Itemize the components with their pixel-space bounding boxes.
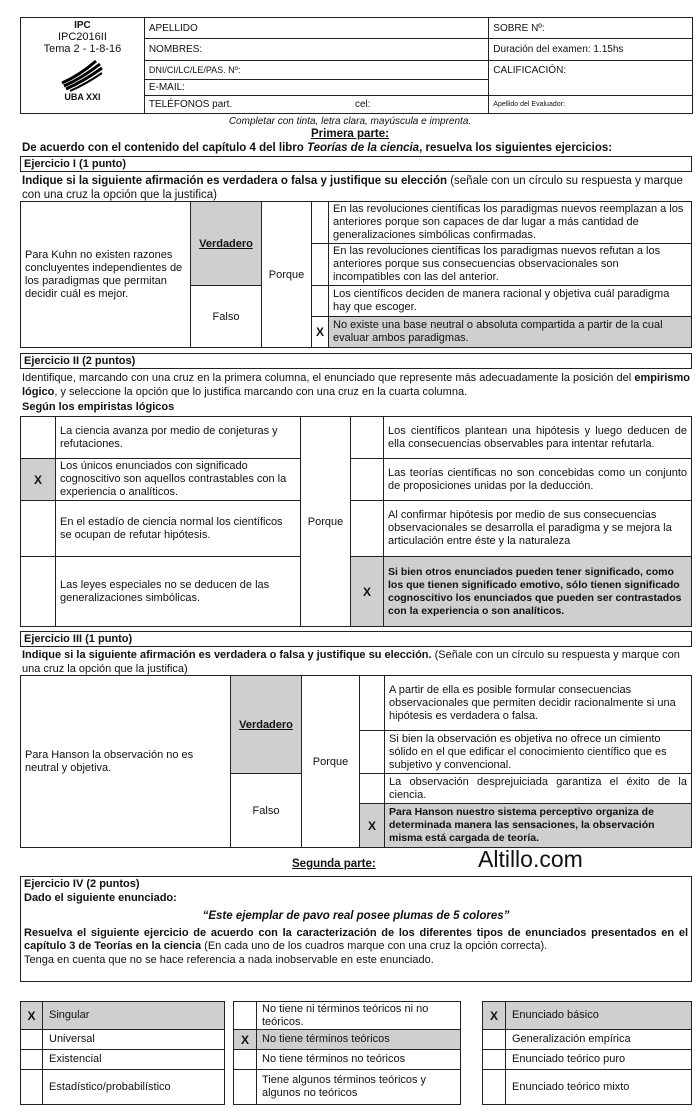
- t1-mark-3[interactable]: [21, 1070, 43, 1105]
- ex1-statement: Para Kuhn no existen razones concluyentes independientes de los paradigmas que permitan decidir cuál es mejor.: [21, 202, 191, 348]
- ex3-title: Ejercicio III (1 punto): [20, 631, 692, 647]
- ex4-given: Dado el siguiente enunciado:: [24, 891, 177, 904]
- t3-option-0: Enunciado básico: [506, 1002, 692, 1030]
- exam-id-cell: [21, 18, 145, 114]
- ipc-label: IPC: [74, 20, 91, 31]
- ex1-option-2: Los científicos deciden de manera racional y objetiva cuál paradigma hay que escoger.: [329, 286, 692, 317]
- ex3-porque: Porque: [302, 676, 360, 848]
- t3-option-3: Enunciado teórico mixto: [506, 1070, 692, 1105]
- ex2-title: Ejercicio II (2 puntos): [20, 353, 692, 369]
- t2-mark-3[interactable]: [234, 1070, 257, 1105]
- ex1-false-option[interactable]: Falso: [191, 286, 262, 348]
- ex2-left-1: Los únicos enunciados con significado cognoscitivo son aquellos contrastables con la experiencia o analíticos.: [56, 459, 301, 501]
- instruction-note: Completar con tinta, letra clara, mayúscula e imprenta.: [228, 116, 472, 127]
- exam-header: [20, 17, 693, 114]
- ex1-option-0: En las revoluciones científicas los paradigmas nuevos reemplazan a los anteriores porque son capaces de dar lugar a más cantidad de generalizaciones simbólicas confirmadas.: [329, 202, 692, 244]
- field-email[interactable]: E-MAIL:: [144, 79, 488, 95]
- ex2-porque: Porque: [301, 417, 351, 627]
- ex2-left-mark-3[interactable]: [21, 557, 56, 627]
- t1-option-2: Existencial: [43, 1050, 225, 1070]
- t2-option-1: No tiene términos teóricos: [257, 1030, 461, 1050]
- t1-option-3: Estadístico/probabilístico: [43, 1070, 225, 1105]
- ex4-instruction: [24, 927, 688, 954]
- ex1-mark-2[interactable]: [312, 286, 329, 317]
- ex2-instr-a: Identifique, marcando con una cruz en la primera columna, el enunciado que represente más adecuadamente la posición del: [22, 372, 635, 384]
- ex2-left-0: La ciencia avanza por medio de conjeturas y refutaciones.: [56, 417, 301, 459]
- ex1-instr-rest: (señale con un círculo su respuesta y marque con una cruz la opción que la justifica): [22, 175, 683, 201]
- t3-mark-1[interactable]: [483, 1030, 506, 1050]
- ex2-left-2: En el estadío de ciencia normal los científicos se ocupan de refutar hipótesis.: [56, 501, 301, 557]
- ex2-left-mark-2[interactable]: [21, 501, 56, 557]
- exam-tema: Tema 2 - 1-8-16: [43, 43, 122, 55]
- ex3-mark-3[interactable]: X: [360, 804, 385, 848]
- field-apellido[interactable]: APELLIDO: [144, 18, 488, 39]
- ex2-right-1: Las teorías científicas no son concebidas como un conjunto de proposiciones unidas por la deducción.: [384, 459, 692, 501]
- ex1-mark-3[interactable]: X: [312, 317, 329, 348]
- t2-option-3: Tiene algunos términos teóricos y algunos no teóricos: [257, 1070, 461, 1105]
- exam-code: IPC2016II: [57, 31, 107, 43]
- t3-mark-0[interactable]: X: [483, 1002, 506, 1030]
- ex2-right-0: Los científicos plantean una hipótesis y luego deducen de ella consecuencias observables para intentar refutarla.: [384, 417, 692, 459]
- ex4-box: [20, 876, 692, 982]
- t3-mark-3[interactable]: [483, 1070, 506, 1105]
- t1-mark-2[interactable]: [21, 1050, 43, 1070]
- t3-mark-2[interactable]: [483, 1050, 506, 1070]
- ex2-right-mark-2[interactable]: [351, 501, 384, 557]
- ex2-right-mark-1[interactable]: [351, 459, 384, 501]
- t1-mark-1[interactable]: [21, 1030, 43, 1050]
- ex2-instruction: [22, 371, 690, 399]
- field-sobre[interactable]: SOBRE Nº:: [489, 18, 693, 39]
- ex1-option-1: En las revoluciones científicas los paradigmas nuevos refutan a los anteriores porque sus consecuencias observacionales son incompatibles con las del anterior.: [329, 244, 692, 286]
- ex4-table-terms: [233, 1001, 461, 1105]
- ex4-instr-bold: Resuelva el siguiente ejercicio de acuerdo con la caracterización de los diferentes tipos de enunciados presentados en el capítulo 3 de Teorías en la ciencia: [24, 926, 688, 952]
- part1-intro: [22, 141, 692, 155]
- ex2-right-2: Al confirmar hipótesis por medio de sus consecuencias observacionales se desarrolla el paradigma y se mejora la articulación entre éste y la naturaleza: [384, 501, 692, 557]
- watermark: Altillo.com: [478, 846, 583, 872]
- ex1-true-option[interactable]: Verdadero: [191, 202, 262, 286]
- ex1-instr-bold: Indique si la siguiente afirmación es verdadera o falsa y justifique su elección: [22, 175, 448, 187]
- ex3-mark-0[interactable]: [360, 676, 385, 731]
- ex4-note: Tenga en cuenta que no se hace referencia a nada inobservable en este enunciado.: [24, 953, 434, 966]
- ex3-option-3: Para Hanson nuestro sistema perceptivo organiza de determinada manera las sensaciones, la observación misma está cargada de teoría.: [385, 804, 692, 848]
- field-dni[interactable]: DNI/CI/LC/LE/PAS. Nº:: [144, 61, 488, 79]
- telefonos-label: TELÉFONOS part.: [148, 98, 233, 110]
- ex2-right-3: Si bien otros enunciados pueden tener significado, como los que tienen significado emotivo, sólo tienen significado cognoscitivo los enunciados que pueden ser contrastados con la experiencia o son analíticos.: [384, 557, 692, 627]
- ex4-table-statement: [482, 1001, 692, 1105]
- ex4-title: Ejercicio IV (2 puntos): [24, 878, 140, 890]
- ex3-statement: Para Hanson la observación no es neutral y objetiva.: [21, 676, 231, 848]
- ex3-instr-rest: (Señale con un círculo su respuesta y marque con una cruz la opción que la justifica): [22, 649, 680, 675]
- t2-option-2: No tiene términos no teóricos: [257, 1050, 461, 1070]
- ex2-instr-b: , y seleccione la opción que lo justifica marcando con una cruz en la cuarta columna.: [54, 386, 468, 398]
- part1-intro-a: De acuerdo con el contenido del capítulo 4 del libro: [22, 142, 307, 154]
- t2-mark-0[interactable]: [234, 1002, 257, 1030]
- ex3-mark-2[interactable]: [360, 774, 385, 804]
- ex2-left-mark-0[interactable]: [21, 417, 56, 459]
- ex1-mark-1[interactable]: [312, 244, 329, 286]
- part1-title: Primera parte:: [311, 128, 389, 140]
- t1-mark-0[interactable]: X: [21, 1002, 43, 1030]
- ex1-porque: Porque: [262, 202, 312, 348]
- ex2-right-mark-3[interactable]: X: [351, 557, 384, 627]
- ex3-option-0: A partir de ella es posible formular consecuencias observacionales que permiten decidir racionalmente si una hipótesis es verdadera o falsa.: [385, 676, 692, 731]
- ex4-table-type: [20, 1001, 225, 1105]
- ex1-instruction: [22, 174, 692, 202]
- uba-logo-icon: [60, 58, 104, 92]
- ex3-option-2: La observación desprejuiciada garantiza el éxito de la ciencia.: [385, 774, 692, 804]
- ex2-instr-bold: empirismo lógico: [22, 372, 690, 398]
- logo-text: UBA XXI: [64, 92, 101, 102]
- t1-option-1: Universal: [43, 1030, 225, 1050]
- ex3-mark-1[interactable]: [360, 731, 385, 774]
- ex1-mark-0[interactable]: [312, 202, 329, 244]
- ex3-true-option[interactable]: Verdadero: [231, 676, 302, 774]
- ex3-option-1: Si bien la observación es objetiva no ofrece un cimiento sólido en el que edificar el conocimiento científico que es subjetivo y convencional.: [385, 731, 692, 774]
- part1-intro-b: , resuelva los siguientes ejercicios:: [419, 142, 613, 154]
- ex4-instr-rest: (En cada uno de los cuadros marque con una cruz la opción correcta).: [201, 940, 548, 952]
- t2-mark-1[interactable]: X: [234, 1030, 257, 1050]
- ex1-option-3: No existe una base neutral o absoluta compartida a partir de la cual evaluar ambos paradigmas.: [329, 317, 692, 348]
- ex3-false-option[interactable]: Falso: [231, 774, 302, 848]
- field-duracion: Duración del examen: 1.15hs: [489, 39, 693, 61]
- ex2-table: [20, 416, 692, 627]
- ex2-subtitle: Según los empiristas lógicos: [22, 401, 175, 413]
- ex2-right-mark-0[interactable]: [351, 417, 384, 459]
- part1-intro-book: Teorías de la ciencia: [307, 142, 420, 154]
- celular-label: cel:: [354, 98, 371, 110]
- ex3-instr-bold: Indique si la siguiente afirmación es verdadera o falsa y justifique su elección.: [22, 649, 432, 661]
- ex1-table: [20, 201, 692, 348]
- part2-title: Segunda parte:: [292, 858, 376, 870]
- ex3-instruction: [22, 648, 690, 676]
- ex4-quote: “Este ejemplar de pavo real posee plumas de 5 colores”: [202, 910, 510, 922]
- field-nombres[interactable]: NOMBRES:: [144, 39, 488, 61]
- field-calificacion[interactable]: CALIFICACIÓN:: [489, 61, 693, 95]
- t2-mark-2[interactable]: [234, 1050, 257, 1070]
- t2-option-0: No tiene ni términos teóricos ni no teóricos.: [257, 1002, 461, 1030]
- field-evaluador[interactable]: Apellido del Evaluador:: [489, 95, 693, 113]
- field-telefonos[interactable]: [144, 95, 488, 113]
- t3-option-2: Enunciado teórico puro: [506, 1050, 692, 1070]
- ex1-title: Ejercicio I (1 punto): [20, 156, 692, 172]
- ex2-left-mark-1[interactable]: X: [21, 459, 56, 501]
- ex3-table: [20, 675, 692, 848]
- t3-option-1: Generalización empírica: [506, 1030, 692, 1050]
- ex2-left-3: Las leyes especiales no se deducen de las generalizaciones simbólicas.: [56, 557, 301, 627]
- t1-option-0: Singular: [43, 1002, 225, 1030]
